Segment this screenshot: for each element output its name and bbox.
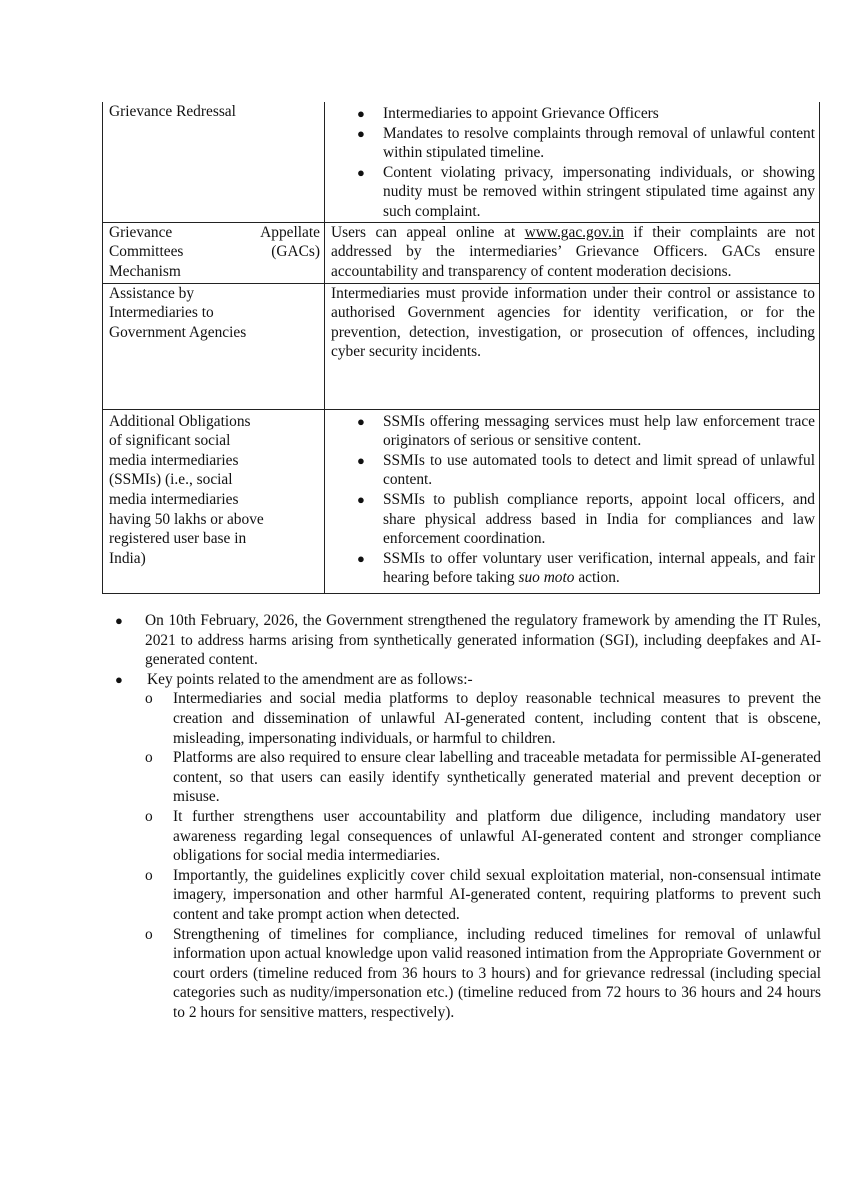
bullet-dot: ● bbox=[357, 491, 365, 507]
table-row bbox=[103, 102, 820, 222]
list-item: ● SSMIs to use automated tools to detect and limit spread of unlawful content. bbox=[357, 451, 815, 489]
row-label: Grievance Appellate Committees (GACs) Mechanism bbox=[103, 222, 325, 283]
table-row bbox=[103, 222, 820, 283]
list-item: ● Key points related to the amendment are as follows:- bbox=[115, 670, 473, 688]
list-item: ● On 10th February, 2026, the Government strengthened the regulatory framework by amending the IT Rules, 2021 to address harms arising from synthetically generated information (SGI), including deepfakes and AI-generated content. bbox=[115, 612, 821, 669]
bullet-list bbox=[331, 104, 815, 222]
list-item: ● SSMIs offering messaging services must help law enforcement trace originators of serious or sensitive content. bbox=[357, 412, 815, 450]
sub-list-item: o Platforms are also required to ensure clear labelling and traceable metadata for permissible AI-generated content, so that users can easily identify synthetically generated material and prevent deception or misuse. bbox=[145, 749, 821, 806]
list-item: ● SSMIs to offer voluntary user verification, internal appeals, and fair hearing before taking suo moto action. bbox=[357, 549, 815, 587]
bullet-dot: ● bbox=[357, 106, 365, 121]
row-label: Grievance Redressal bbox=[103, 102, 325, 222]
sub-bullet: o bbox=[145, 749, 153, 767]
sub-list-item: o It further strengthens user accountability and platform due diligence, including mandatory user awareness regarding legal consequences of unlawful AI-generated content and stronger compliance obligations for social media intermediaries. bbox=[145, 807, 821, 865]
amendment-section bbox=[105, 611, 821, 1022]
sub-list-item: o Intermediaries and social media platforms to deploy reasonable technical measures to prevent the creation and dissemination of unlawful AI-generated content, including content that is obscene, misleading, impersonating individuals, or harmful to children. bbox=[145, 690, 821, 747]
row-label: Additional Obligations of significant social media intermediaries (SSMIs) (i.e., social media intermediaries having 50 lakhs or above registered user base in India) bbox=[103, 409, 325, 593]
row-content bbox=[325, 102, 820, 222]
bullet-list bbox=[331, 412, 815, 588]
list-item: ● Mandates to resolve complaints through removal of unlawful content within stipulated timeline. bbox=[357, 124, 815, 162]
sub-bullet: o bbox=[145, 690, 153, 708]
bullet-dot: ● bbox=[115, 671, 123, 687]
sub-list-item: o Strengthening of timelines for compliance, including reduced timelines for removal of unlawful information upon actual knowledge upon valid reasoned intimation from the Appropriate Government or court orders (timeline reduced from 36 hours to 3 hours) and for grievance redressal (including special categories such as nudity/impersonation etc.) (timeline reduced from 72 hours to 36 hours and 24 hours to 2 hours for sensitive matters, respectively). bbox=[145, 925, 821, 1021]
sub-bullet: o bbox=[145, 807, 153, 825]
row-content bbox=[325, 409, 820, 593]
bullet-dot: ● bbox=[357, 550, 365, 566]
sub-list-item: o Importantly, the guidelines explicitly cover child sexual exploitation material, non-consensual intimate imagery, impersonation and other harmful AI-generated content, requiring platforms to prevent such content and take prompt action when detected. bbox=[145, 866, 821, 923]
row-label: Assistance by Intermediaries to Government Agencies bbox=[103, 283, 325, 409]
bullet-dot: ● bbox=[115, 613, 123, 628]
list-item: ● SSMIs to publish compliance reports, appoint local officers, and share physical address based in India for compliances and law enforcement coordination. bbox=[357, 490, 815, 548]
sub-bullet: o bbox=[145, 866, 153, 884]
provisions-table bbox=[102, 102, 820, 594]
bullet-dot: ● bbox=[357, 452, 365, 468]
gac-link[interactable]: www.gac.gov.in bbox=[524, 223, 624, 241]
list-item: ● Intermediaries to appoint Grievance Officers bbox=[357, 105, 659, 122]
bullet-dot: ● bbox=[357, 413, 365, 429]
bullet-dot: ● bbox=[357, 164, 365, 180]
table-row bbox=[103, 283, 820, 409]
table-row bbox=[103, 409, 820, 593]
list-item: ● Content violating privacy, impersonating individuals, or showing nudity must be removed within stringent stipulated time against any such complaint. bbox=[357, 163, 815, 220]
row-content: Users can appeal online at www.gac.gov.in if their complaints are not addressed by the intermediaries’ Grievance Officers. GACs ensure accountability and transparency of content moderation decisions. bbox=[325, 222, 820, 283]
row-content: Intermediaries must provide information under their control or assistance to authorised Government agencies for identity verification, or for the prevention, detection, investigation, or prosecution of offences, including cyber security incidents. bbox=[325, 283, 820, 409]
bullet-dot: ● bbox=[357, 125, 365, 141]
sub-bullet: o bbox=[145, 925, 153, 943]
